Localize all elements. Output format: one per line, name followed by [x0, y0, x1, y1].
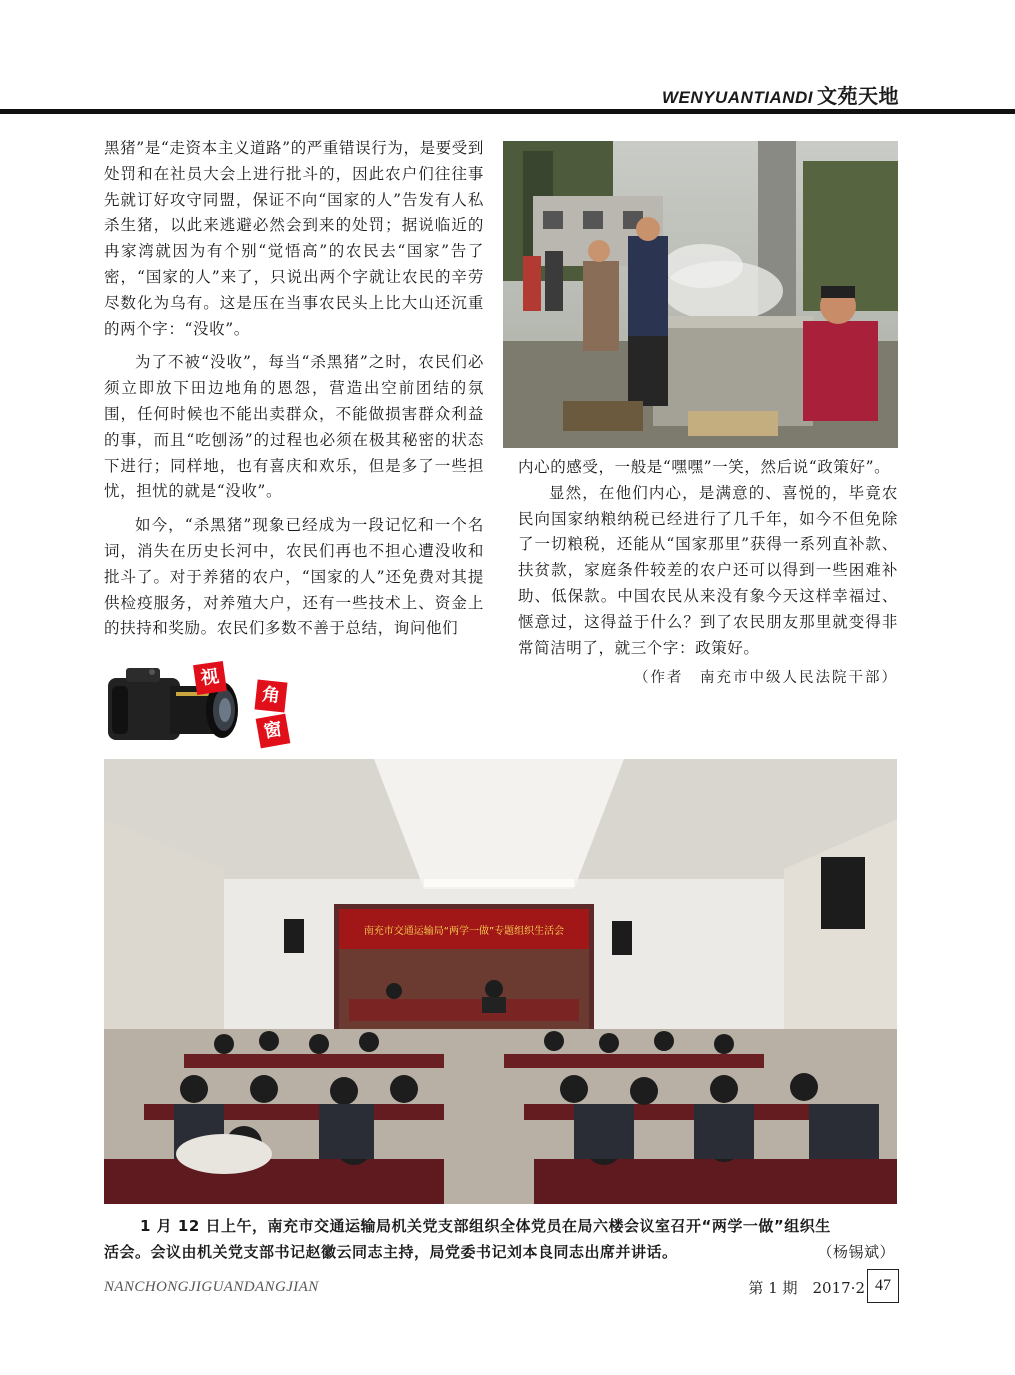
article-column-right	[518, 455, 898, 661]
rural-photo	[503, 141, 898, 448]
page-number: 47	[867, 1269, 899, 1303]
meeting-photo	[104, 759, 897, 1204]
meeting-banner: 南充市交通运输局“两学一做”专题组织生活会	[363, 926, 565, 937]
caption-line-1: 1 月 12 日上午，南充市交通运输局机关党支部组织全体党员在局六楼会议室召开“两学一做”组织生	[140, 1217, 831, 1235]
paragraph: 黑猪”是“走资本主义道路”的严重错误行为，是要受到处罚和在社员大会上进行批斗的，因此农户们往往事先就订好攻守同盟，保证不向“国家的人”告发有人私杀生猪，以此来逃避必然会到来的处罚；据说临近的冉家湾就因为有个别“觉悟高”的农民去“国家”告了密，“国家的人”来了，只说出两个字就让农民的辛劳尽数化为乌有。这是压在当事农民头上比大山还沉重的两个字：“没收”。	[104, 139, 484, 338]
article-column-left	[104, 136, 484, 642]
paragraph: 内心的感受，一般是“嘿嘿”一笑，然后说“政策好”。	[518, 458, 891, 476]
caption-line-2: 活会。会议由机关党支部书记赵徽云同志主持，局党委书记刘本良同志出席并讲话。	[104, 1243, 678, 1261]
section-header	[662, 80, 899, 109]
paragraph: 显然，在他们内心，是满意的、喜悦的，毕竟农民向国家纳粮纳税已经进行了几千年，如今不但免除了一切粮税，还能从“国家那里”获得一系列直补款、扶贫款，家庭条件较差的农户还可以得到一些困难补助、低保款。中国农民从来没有象今天这样幸福过、惬意过，这得益于什么？到了农民朋友那里就变得非常简洁明了，就三个字：政策好。	[518, 483, 898, 657]
paragraph: 如今，“杀黑猪”现象已经成为一段记忆和一个名词，消失在历史长河中，农民们再也不担心遭没收和批斗了。对于养猪的农户，“国家的人”还免费对其提供检疫服务，对养殖大户，还有一些技术上、资金上的扶持和奖励。农民们多数不善于总结，询问他们	[104, 516, 484, 638]
header-rule	[0, 109, 1015, 114]
issue-info: 第 1 期 2017·2	[748, 1279, 865, 1297]
badge-char: 视	[193, 661, 227, 695]
paragraph: 为了不被“没收”，每当“杀黑猪”之时，农民们必须立即放下田边地角的恩怨，营造出空前团结的氛围，任何时候也不能出卖群众，不能做损害群众利益的事，而且“吃刨汤”的过程也必须在极其秘密的状态下进行；同样地，也有喜庆和欢乐，但是多了一些担忧，担忧的就是“没收”。	[104, 353, 484, 501]
publication-name: NANCHONGJIGUANDANGJIAN	[104, 1279, 319, 1295]
photo-caption	[104, 1213, 897, 1265]
badge-char: 窗	[256, 714, 291, 749]
section-latin-title: WENYUANTIANDI	[662, 88, 813, 107]
author-byline: （作者 南充市中级人民法院干部）	[634, 670, 898, 686]
section-title: 文苑天地	[817, 84, 899, 108]
badge-char: 角	[255, 680, 288, 713]
photo-credit: （杨锡斌）	[817, 1243, 895, 1261]
